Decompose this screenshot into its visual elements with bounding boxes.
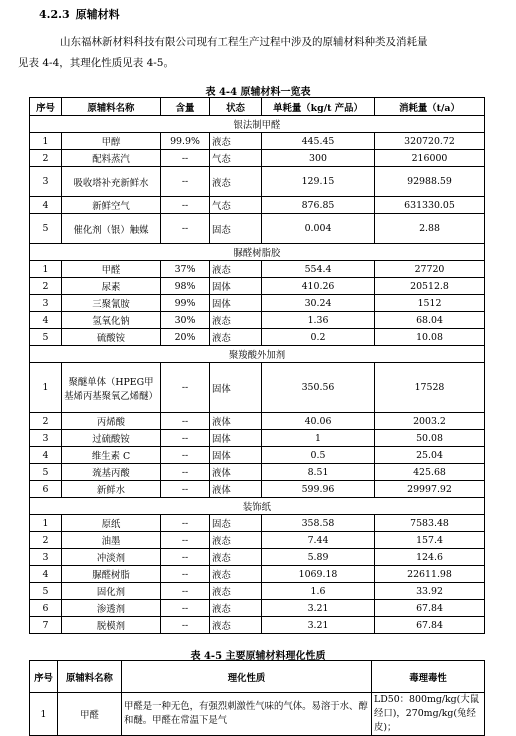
cell-no: 5 [30,464,62,481]
table-row [30,583,485,600]
cell-content: -- [161,600,210,617]
header-no: 序号 [30,98,62,116]
cell-name: 脲醛树脂 [62,566,161,583]
cell-name: 丙烯酸 [62,413,161,430]
cell-name: 巯基丙酸 [62,464,161,481]
cell-state: 固体 [210,447,262,464]
cell-name: 脱模剂 [62,617,161,634]
cell-total: 2003.2 [375,413,485,430]
table-row [30,295,485,312]
cell-no: 2 [30,150,62,167]
cell-content: -- [161,617,210,634]
cell-total: 68.04 [375,312,485,329]
cell-total: 216000 [375,150,485,167]
cell-unit: 3.21 [262,600,375,617]
cell-unit: 3.21 [262,617,375,634]
cell-no: 1 [30,133,62,150]
cell-no: 4 [30,312,62,329]
cell-total: 29997.92 [375,481,485,498]
cell-name: 原纸 [62,515,161,532]
cell-state: 固态 [210,214,262,244]
cell-no: 3 [30,295,62,312]
materials-table [29,97,485,634]
cell-name: 冲淡剂 [62,549,161,566]
table-row [30,693,485,736]
table-header-row [30,661,485,693]
header-annual-consumption: 消耗量（t/a） [375,98,485,116]
cell-unit: 410.26 [262,278,375,295]
cell-unit: 350.56 [262,363,375,413]
cell-content: -- [161,532,210,549]
cell-no: 2 [30,278,62,295]
cell-name: 渗透剂 [62,600,161,617]
table-row [30,515,485,532]
table-row [30,566,485,583]
cell-total: 27720 [375,261,485,278]
table-header-row [30,98,485,116]
cell-state: 液体 [210,413,262,430]
cell-unit: 1069.18 [262,566,375,583]
cell-state: 液态 [210,312,262,329]
cell-content: 37% [161,261,210,278]
cell-total: 7583.48 [375,515,485,532]
cell-name: 配料蒸汽 [62,150,161,167]
table-row [30,278,485,295]
cell-unit: 599.96 [262,481,375,498]
cell-total: 17528 [375,363,485,413]
cell-unit: 40.06 [262,413,375,430]
section-number: 4.2.3 [39,8,70,21]
cell-content: -- [161,430,210,447]
cell-state: 液态 [210,329,262,346]
cell-content: 98% [161,278,210,295]
table-row [30,261,485,278]
header-unit-consumption: 单耗量（kg/t 产品） [262,98,375,116]
cell-no: 2 [30,413,62,430]
cell-state: 液体 [210,481,262,498]
cell-content: -- [161,481,210,498]
cell-no: 2 [30,532,62,549]
cell-no: 6 [30,481,62,498]
section-title: 原辅材料 [75,8,120,21]
cell-name: 吸收塔补充新鲜水 [62,167,161,197]
cell-name: 新鲜水 [62,481,161,498]
group-title: 装饰纸 [30,498,485,515]
cell-total: 25.04 [375,447,485,464]
group-title-row [30,346,485,363]
cell-total: 22611.98 [375,566,485,583]
cell-state: 气态 [210,150,262,167]
header-no: 序号 [30,661,58,693]
cell-content: 99% [161,295,210,312]
cell-unit: 554.4 [262,261,375,278]
cell-name: 新鲜空气 [62,197,161,214]
cell-unit: 300 [262,150,375,167]
table-4-4-caption: 表 4-4 原辅材料一览表 [205,87,311,98]
group-title-row [30,498,485,515]
cell-total: 124.6 [375,549,485,566]
cell-name: 油墨 [62,532,161,549]
cell-content: -- [161,583,210,600]
cell-unit: 0.5 [262,447,375,464]
cell-content: -- [161,447,210,464]
cell-content: -- [161,515,210,532]
cell-no: 7 [30,617,62,634]
cell-no: 3 [30,430,62,447]
cell-state: 固体 [210,278,262,295]
table-row [30,532,485,549]
intro-line-2: 见表 4-4，其理化性质见表 4-5。 [18,57,174,69]
cell-content: 30% [161,312,210,329]
cell-unit: 30.24 [262,295,375,312]
cell-no: 1 [30,261,62,278]
table-row [30,363,485,413]
table-row [30,549,485,566]
cell-content: -- [161,566,210,583]
cell-state: 液态 [210,532,262,549]
cell-total: 50.08 [375,430,485,447]
header-properties: 理化性质 [122,661,372,693]
cell-state: 气态 [210,197,262,214]
table-row [30,329,485,346]
cell-state: 固态 [210,515,262,532]
cell-total: 2.88 [375,214,485,244]
cell-no: 5 [30,214,62,244]
cell-state: 液态 [210,549,262,566]
cell-name: 甲醛 [58,693,122,736]
cell-content: 20% [161,329,210,346]
cell-total: 67.84 [375,617,485,634]
cell-unit: 1 [262,430,375,447]
table-row [30,214,485,244]
table-row [30,150,485,167]
cell-total: 20512.8 [375,278,485,295]
cell-name: 甲醛 [62,261,161,278]
cell-no: 1 [30,693,58,736]
table-4-5-caption: 表 4-5 主要原辅材料理化性质 [190,651,326,662]
intro-paragraph [18,32,479,74]
table-row [30,430,485,447]
table-row [30,600,485,617]
cell-content: -- [161,363,210,413]
cell-total: 92988.59 [375,167,485,197]
cell-state: 液态 [210,167,262,197]
cell-state: 液态 [210,566,262,583]
cell-no: 1 [30,515,62,532]
table-row [30,481,485,498]
cell-no: 3 [30,167,62,197]
header-toxicity: 毒理毒性 [372,661,485,693]
cell-unit: 0.2 [262,329,375,346]
cell-state: 液体 [210,464,262,481]
cell-content: -- [161,413,210,430]
section-heading [39,6,120,22]
cell-name: 维生素 C [62,447,161,464]
cell-total: 1512 [375,295,485,312]
cell-content: -- [161,150,210,167]
cell-unit: 1.36 [262,312,375,329]
cell-no: 5 [30,583,62,600]
cell-unit: 876.85 [262,197,375,214]
group-title: 聚羧酸外加剂 [30,346,485,363]
cell-name: 聚醚单体（HPEG甲基烯丙基聚氧乙烯醚） [62,363,161,413]
cell-content: -- [161,197,210,214]
group-title-row [30,244,485,261]
cell-state: 液态 [210,583,262,600]
cell-total: 10.08 [375,329,485,346]
cell-content: -- [161,549,210,566]
cell-total: 67.84 [375,600,485,617]
cell-unit: 7.44 [262,532,375,549]
cell-unit: 129.15 [262,167,375,197]
group-title-row [30,116,485,133]
cell-state: 固体 [210,295,262,312]
cell-state: 固体 [210,430,262,447]
cell-name: 硫酸铵 [62,329,161,346]
cell-unit: 8.51 [262,464,375,481]
table-row [30,464,485,481]
header-name: 原辅料名称 [58,661,122,693]
table-row [30,133,485,150]
cell-state: 液态 [210,600,262,617]
cell-no: 5 [30,329,62,346]
cell-prop: 甲醛是一种无色，有强烈刺激性气味的气体。易溶于水、醇和醚。甲醛在常温下是气 [122,693,372,736]
table-row [30,447,485,464]
cell-total: 33.92 [375,583,485,600]
cell-unit: 1.6 [262,583,375,600]
group-title: 银法制甲醛 [30,116,485,133]
cell-name: 氢氧化钠 [62,312,161,329]
cell-total: 425.68 [375,464,485,481]
cell-content: -- [161,167,210,197]
cell-content: -- [161,214,210,244]
cell-unit: 445.45 [262,133,375,150]
cell-name: 催化剂（银）触媒 [62,214,161,244]
cell-content: -- [161,464,210,481]
cell-state: 固体 [210,363,262,413]
cell-name: 甲醇 [62,133,161,150]
cell-tox: LD50：800mg/kg(大鼠经口)，270mg/kg(兔经皮)； [372,693,485,736]
header-name: 原辅料名称 [62,98,161,116]
table-row [30,197,485,214]
cell-unit: 358.58 [262,515,375,532]
group-title: 脲醛树脂胶 [30,244,485,261]
cell-state: 液态 [210,261,262,278]
cell-name: 尿素 [62,278,161,295]
cell-state: 液态 [210,133,262,150]
header-state: 状态 [210,98,262,116]
table-row [30,413,485,430]
cell-total: 157.4 [375,532,485,549]
cell-no: 4 [30,197,62,214]
cell-total: 320720.72 [375,133,485,150]
cell-name: 过硫酸铵 [62,430,161,447]
table-row [30,617,485,634]
cell-content: 99.9% [161,133,210,150]
cell-no: 1 [30,363,62,413]
cell-no: 6 [30,600,62,617]
cell-unit: 5.89 [262,549,375,566]
cell-name: 固化剂 [62,583,161,600]
table-row [30,167,485,197]
cell-state: 液态 [210,617,262,634]
properties-table [29,660,485,736]
table-row [30,312,485,329]
cell-no: 4 [30,447,62,464]
cell-unit: 0.004 [262,214,375,244]
header-content: 含量 [161,98,210,116]
cell-total: 631330.05 [375,197,485,214]
cell-name: 三聚氰胺 [62,295,161,312]
intro-line-1: 山东福林新材料科技有限公司现有工程生产过程中涉及的原辅材料种类及消耗量 [60,36,428,48]
cell-no: 4 [30,566,62,583]
cell-no: 3 [30,549,62,566]
